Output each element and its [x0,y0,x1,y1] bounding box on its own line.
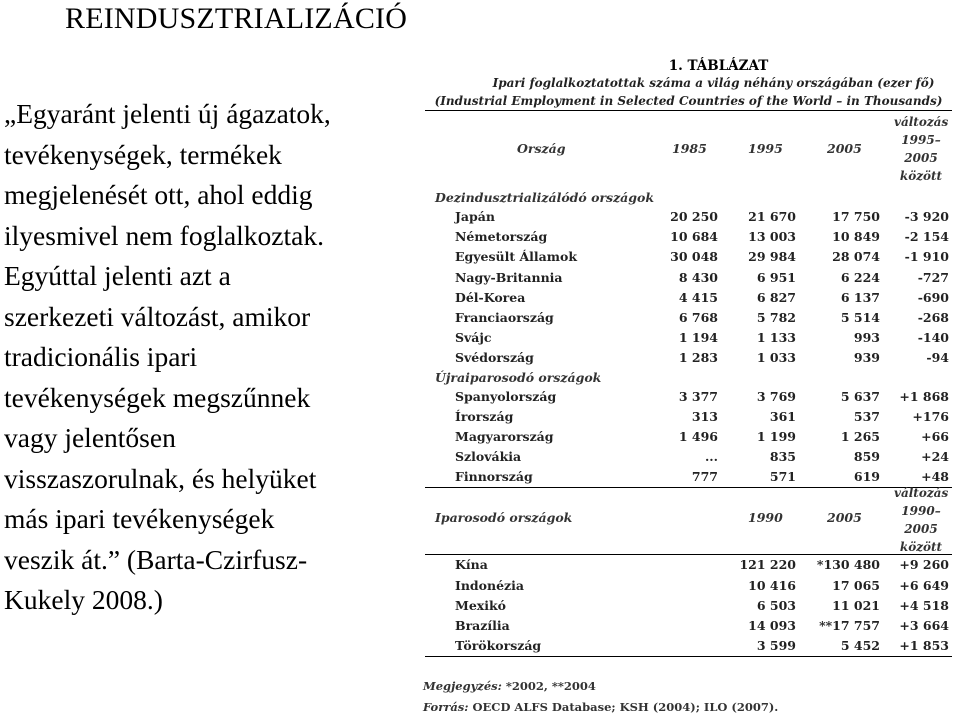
header-change-line: 2005 [904,151,938,165]
header2-year-1: 1990 [748,510,783,526]
cell-d: +6 649 [899,577,949,593]
table-header-2 [425,488,952,554]
cell-d: +3 664 [899,618,949,633]
cell-a: 777 [691,469,718,485]
rows-industrializing [425,555,952,656]
table-row [425,576,952,596]
note-line [423,676,778,697]
cell-c: 619 [853,469,880,485]
cell-a: 6 768 [678,309,718,325]
cell-c: 1 265 [840,428,880,444]
quote-line: tevékenységek, termékek [4,138,282,170]
quote-line: szerkezeti változást, amikor [4,300,311,332]
table-row [425,596,952,616]
table-notes [423,676,778,718]
header2-change-line: 1990– [901,504,941,519]
cell-a: 3 377 [678,388,718,404]
table-row [425,308,952,328]
cell-c: 28 074 [832,249,880,265]
header-change-line: között [899,169,943,183]
header-country: Ország [517,141,566,156]
country-name: Írország [455,408,514,424]
cell-c: 537 [853,408,880,424]
cell-b: 6 951 [756,269,796,285]
cell-b: 6 827 [756,289,796,305]
cell-b: 6 503 [756,597,796,613]
quote-line: vagy jelentősen [4,422,176,453]
quote-line: ilyesmivel nem foglalkoztak. [4,219,324,251]
cell-a: 4 415 [678,289,718,305]
cell-b: 21 670 [748,209,796,224]
header-change [894,113,948,185]
cell-a: 1 194 [678,330,718,346]
slide-title: REINDUSZTRIALIZÁCIÓ [65,2,408,35]
rows-reindustrializing [425,387,952,488]
quote-line: „Egyaránt jelenti új ágazatok, [4,98,331,129]
source-line [423,697,778,718]
quote-line: Egyúttal jelenti azt a [4,260,231,291]
header-change-line: 1995– [901,133,941,147]
cell-d: +66 [921,428,949,444]
table-row [425,207,952,227]
cell-a: 20 250 [670,209,718,224]
cell-d: -690 [917,289,949,305]
table-subtitle-hu: Ipari foglalkoztatottak száma a világ néhány országában (ezer fő) [492,76,935,90]
note-text: *2002, **2004 [505,679,596,693]
table-row [425,407,952,427]
rows-deindustrializing [425,207,952,369]
quote-line: más ipari tevékenységek [4,503,275,534]
cell-d: +24 [921,449,949,465]
cell-d: +1 868 [899,388,949,404]
table-row [425,268,952,288]
header2-change-line: változás [894,486,949,501]
cell-d: -94 [926,350,949,366]
cell-a: 8 430 [678,269,718,285]
cell-a: 1 283 [678,350,718,366]
country-name: Dél-Korea [455,289,526,305]
cell-b: 361 [769,408,796,424]
cell-b: 1 199 [756,428,796,444]
cell-c: 10 849 [832,229,880,245]
country-name: Brazília [455,618,510,633]
cell-b: 13 003 [748,229,796,245]
cell-d: -1 910 [904,249,949,265]
quote-line: visszaszorulnak, és helyüket [4,462,317,494]
source-label: Forrás: [423,700,469,714]
table-row [425,247,952,267]
cell-d: -140 [917,330,949,346]
table-row [425,636,952,656]
cell-c: 6 137 [840,289,880,305]
country-name: Nagy-Britannia [455,269,563,285]
country-name: Japán [455,209,495,224]
header2-year-2: 2005 [827,510,862,526]
country-name: Kína [455,557,488,573]
cell-b: 10 416 [748,577,796,593]
cell-d: +9 260 [899,557,949,573]
table-row [425,427,952,447]
table-bottom-rule [425,656,952,657]
country-name: Magyarország [455,428,554,444]
cell-b: 14 093 [748,618,796,633]
quote-line: Kukely 2008.) [4,584,163,615]
table-row [425,387,952,407]
cell-b: 1 133 [756,330,796,346]
section-reindustrializing: Újraiparosodó országok [435,369,602,385]
country-name: Indonézia [455,577,525,593]
cell-a: 10 684 [670,229,718,245]
country-name: Finnország [455,469,533,485]
country-name: Szlovákia [455,449,522,465]
cell-c: 11 021 [832,597,880,613]
cell-c: 859 [853,449,880,465]
section-industrializing: Iparosodó országok [435,510,573,526]
cell-c: 5 637 [840,388,880,404]
cell-b: 29 984 [748,249,796,265]
employment-table [425,58,952,657]
table-row [425,447,952,467]
cell-a: ... [704,449,718,465]
country-name: Svédország [455,350,534,366]
cell-b: 3 599 [756,638,796,654]
cell-a: 1 496 [678,428,718,444]
cell-a: 30 048 [670,249,718,265]
cell-b: 3 769 [756,388,796,404]
source-text: OECD ALFS Database; KSH (2004); ILO (2007). [472,700,779,714]
quote-line: tevékenységek megszűnnek [4,381,311,413]
cell-d: -3 920 [904,209,949,224]
section-deindustrializing: Dezindusztrializálódó országok [435,190,655,205]
table-row [425,348,952,368]
note-label: Megjegyzés: [423,679,502,693]
cell-b: 121 220 [739,557,796,573]
quote-line: megjelenését ott, ahol eddig [4,179,313,210]
country-name: Németország [455,229,548,245]
country-name: Franciaország [455,309,554,325]
table-row [425,616,952,636]
header-year-2: 1995 [748,141,783,156]
header2-change-line: 2005 [904,522,938,537]
cell-d: -268 [917,309,949,325]
table-row [425,555,952,575]
cell-c: 17 750 [832,209,880,224]
cell-c: 17 065 [832,577,880,593]
cell-d: +176 [912,408,949,424]
country-name: Spanyolország [455,388,557,404]
cell-d: +48 [921,469,949,485]
cell-b: 1 033 [756,350,796,366]
cell-d: +4 518 [899,597,949,613]
cell-b: 5 782 [756,309,796,325]
header2-change [894,484,948,556]
header2-change-line: között [899,540,943,555]
cell-d: +1 853 [899,638,949,654]
quote-line: tradicionális ipari [4,341,198,372]
cell-c: 5 514 [840,309,880,325]
quote-line: veszik át.” (Barta-Czirfusz- [4,543,308,575]
cell-c: 5 452 [840,638,880,654]
header-change-line: változás [894,115,949,129]
header-year-1: 1985 [672,141,707,156]
cell-d: -727 [917,269,949,285]
cell-c: *130 480 [816,557,880,573]
table-subtitle-en: (Industrial Employment in Selected Countries of the World – in Thousands) [434,94,943,108]
cell-b: 571 [769,469,796,485]
cell-b: 835 [769,449,796,465]
cell-c: **17 757 [819,618,880,633]
cell-d: -2 154 [904,229,949,245]
cell-c: 6 224 [840,269,880,285]
table-row [425,328,952,348]
table-row [425,288,952,308]
header-year-3: 2005 [827,141,862,156]
country-name: Egyesült Államok [455,249,578,265]
table-title: 1. TÁBLÁZAT [668,58,769,74]
cell-c: 939 [853,350,880,366]
country-name: Svájc [455,330,492,346]
country-name: Törökország [455,638,542,654]
quote-text [4,94,416,621]
table-row [425,227,952,247]
cell-c: 993 [853,330,880,346]
table-header [425,111,952,189]
country-name: Mexikó [455,597,506,613]
cell-a: 313 [691,408,718,424]
table-row [425,467,952,487]
